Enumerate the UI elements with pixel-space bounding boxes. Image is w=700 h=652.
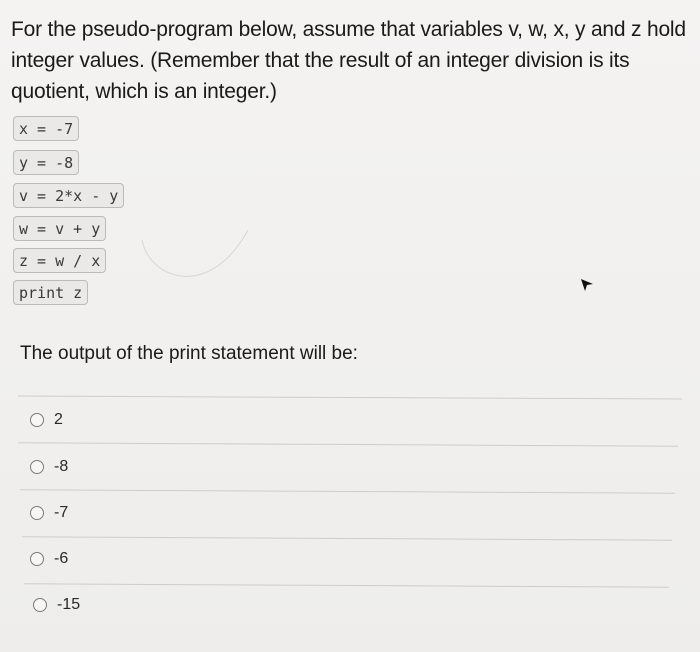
radio-button-icon[interactable] — [30, 506, 44, 520]
option-row[interactable] — [30, 500, 68, 526]
divider — [20, 489, 675, 493]
divider — [18, 396, 682, 400]
question-text: For the pseudo-program below, assume that variables v, w, x, y and z hold integer values. (Remember that the result of an integer division is its quotient, which is an integer.) — [11, 18, 686, 103]
prompt-text: The output of the print statement will be: — [20, 343, 358, 364]
code-line-1: x = -7 — [13, 116, 79, 141]
code-line-2: y = -8 — [13, 150, 79, 175]
option-label: -8 — [54, 458, 69, 475]
code-line-6: print z — [13, 280, 88, 305]
code-line-4: w = v + y — [13, 216, 106, 241]
option-label: -7 — [54, 504, 69, 521]
code-line-3: v = 2*x - y — [13, 183, 124, 208]
option-label: -6 — [54, 550, 69, 567]
option-label: 2 — [54, 411, 63, 428]
divider — [22, 536, 672, 540]
radio-button-icon[interactable] — [33, 598, 47, 612]
option-label: -15 — [57, 596, 81, 613]
option-row[interactable] — [30, 454, 68, 480]
option-row[interactable] — [30, 407, 63, 433]
code-line-5: z = w / x — [13, 248, 106, 273]
radio-button-icon[interactable] — [30, 460, 44, 474]
option-row[interactable] — [30, 546, 68, 572]
divider — [18, 442, 678, 446]
divider — [24, 583, 669, 587]
radio-button-icon[interactable] — [30, 413, 44, 427]
radio-button-icon[interactable] — [30, 552, 44, 566]
option-row[interactable] — [33, 592, 80, 618]
